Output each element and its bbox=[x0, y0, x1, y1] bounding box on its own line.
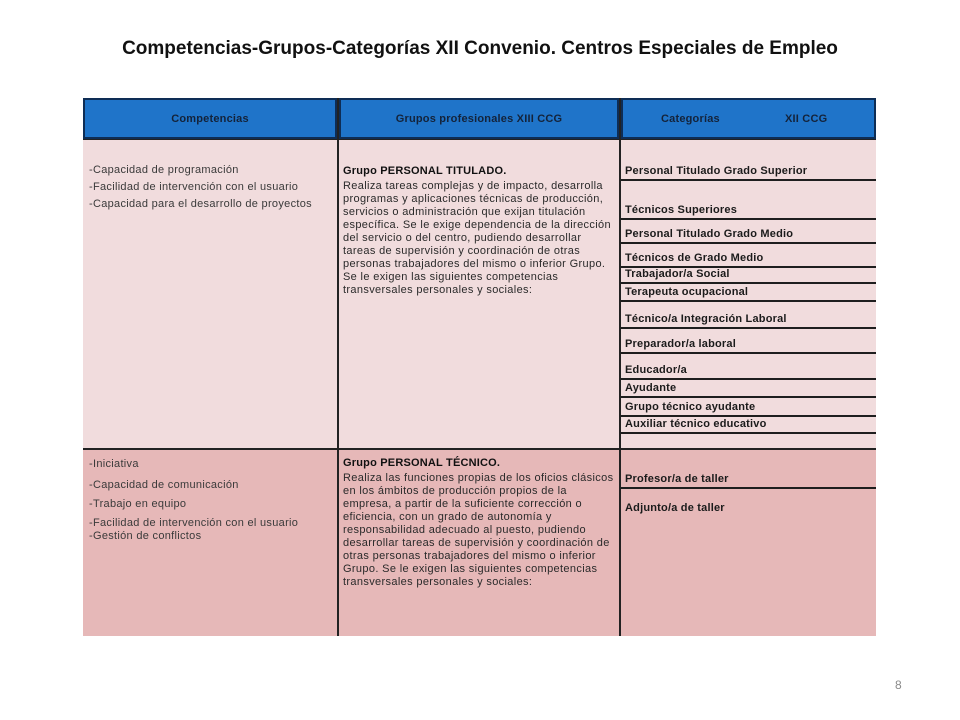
section-2-categorias bbox=[621, 450, 876, 636]
competencia-item: -Capacidad para el desarrollo de proyectos bbox=[89, 198, 312, 210]
categoria-row bbox=[621, 140, 876, 181]
categoria-label: Educador/a bbox=[625, 364, 687, 376]
categoria-row bbox=[621, 489, 876, 516]
header-ccg-label: XII CCG bbox=[785, 113, 828, 125]
competencia-item: -Capacidad de comunicación bbox=[89, 479, 239, 491]
slide-title: Competencias-Grupos-Categorías XII Convenio. Centros Especiales de Empleo bbox=[122, 38, 838, 59]
competencia-item: -Iniciativa bbox=[89, 458, 139, 470]
categoria-row bbox=[621, 354, 876, 380]
categoria-label: Profesor/a de taller bbox=[625, 473, 729, 485]
competencia-item: -Facilidad de intervención con el usuario bbox=[89, 517, 299, 529]
competencia-item: -Gestión de conflictos bbox=[89, 530, 202, 542]
categoria-row bbox=[621, 181, 876, 220]
header-competencias-label: Competencias bbox=[171, 113, 249, 125]
grupo-block bbox=[343, 165, 615, 297]
categoria-label: Técnicos de Grado Medio bbox=[625, 252, 764, 264]
grupo-block bbox=[343, 457, 615, 589]
competencia-item: -Capacidad de programación bbox=[89, 164, 239, 176]
categoria-label: Personal Titulado Grado Superior bbox=[625, 165, 808, 177]
competencia-item: -Facilidad de intervención con el usuario bbox=[89, 181, 299, 193]
grupo-title: Grupo PERSONAL TÉCNICO. bbox=[343, 457, 501, 469]
categoria-row bbox=[621, 398, 876, 417]
section-2-grupo bbox=[339, 450, 619, 636]
categoria-label: Personal Titulado Grado Medio bbox=[625, 228, 794, 240]
categoria-label: Adjunto/a de taller bbox=[625, 502, 725, 514]
competencias-list bbox=[89, 458, 329, 547]
grupo-description: Realiza las funciones propias de los oficios clásicos en los ámbitos de producción propios de la empresa, a partir de la suficiente corrección o eficiencia, con un grado de autonomía y responsabilidad adecuado al puesto, pudiendo desarrollar tareas de supervisión y coordinación de otras personas trabajadores del mismo o inferior Grupo. Se le exigen las siguientes competencias transversales personales y sociales: bbox=[343, 472, 614, 588]
categoria-label: Técnico/a Integración Laboral bbox=[625, 313, 787, 325]
competencias-table bbox=[83, 98, 876, 636]
section-1-grupo bbox=[339, 140, 619, 448]
section-1-categorias bbox=[621, 140, 876, 448]
categoria-row bbox=[621, 380, 876, 398]
categoria-label: Técnicos Superiores bbox=[625, 204, 738, 216]
categoria-label: Terapeuta ocupacional bbox=[625, 286, 749, 298]
categoria-row bbox=[621, 417, 876, 434]
categoria-row bbox=[621, 220, 876, 244]
header-grupos-label: Grupos profesionales XIII CCG bbox=[395, 113, 563, 125]
categoria-label: Auxiliar técnico educativo bbox=[625, 418, 767, 430]
categoria-label: Grupo técnico ayudante bbox=[625, 401, 756, 413]
categoria-label: Trabajador/a Social bbox=[625, 268, 730, 280]
categoria-row bbox=[621, 268, 876, 284]
header-competencias bbox=[83, 98, 337, 139]
categoria-row bbox=[621, 284, 876, 302]
grupo-description: Realiza tareas complejas y de impacto, desarrolla programas y aplicaciones técnicas de producción, servicios o administración que exijan titulación específica. Se le exige dependencia de la dirección del servicio o del centro, pudiendo desarrollar tareas de supervisión y coordinación de otras personas trabajadores del mismo o inferior Grupo. Se le exigen las siguientes competencias transversales personales y sociales: bbox=[343, 180, 611, 296]
categoria-label: Ayudante bbox=[625, 382, 677, 394]
competencia-item: -Trabajo en equipo bbox=[89, 498, 187, 510]
categoria-row bbox=[621, 329, 876, 354]
grupo-title: Grupo PERSONAL TITULADO. bbox=[343, 165, 507, 177]
page-number: 8 bbox=[895, 678, 902, 692]
categoria-row bbox=[621, 302, 876, 329]
section-1-competencias bbox=[83, 140, 337, 448]
categoria-label: Preparador/a laboral bbox=[625, 338, 736, 350]
categoria-row bbox=[621, 450, 876, 489]
section-2-competencias bbox=[83, 450, 337, 636]
header-categorias-label: Categorías bbox=[661, 113, 720, 125]
header-grupos bbox=[339, 98, 619, 139]
header-categorias bbox=[621, 98, 876, 139]
categoria-row bbox=[621, 244, 876, 268]
competencias-list bbox=[89, 164, 329, 215]
